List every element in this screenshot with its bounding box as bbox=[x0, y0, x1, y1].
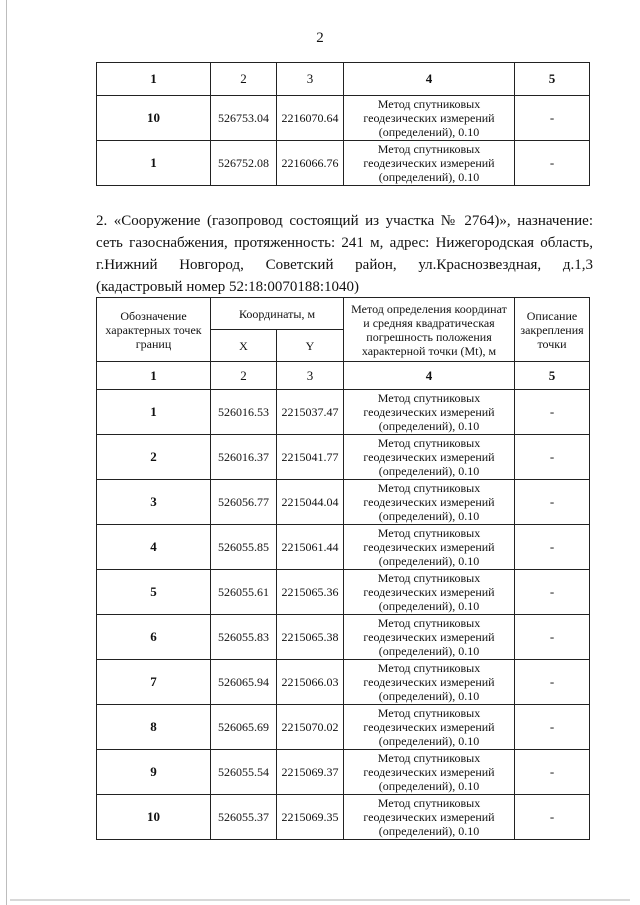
method-line: геодезических измерений bbox=[363, 585, 495, 599]
page-edge-rule bbox=[6, 0, 7, 905]
point-cell: 10 bbox=[97, 795, 211, 840]
method-line: геодезических измерений bbox=[363, 156, 495, 170]
description-cell: - bbox=[515, 615, 590, 660]
y-coordinate-cell: 2216066.76 bbox=[277, 141, 344, 186]
method-cell bbox=[344, 141, 515, 186]
method-line: (определений), 0.10 bbox=[378, 689, 480, 703]
column-index-row bbox=[97, 362, 590, 390]
header-method: Метод определения координат и средняя квадратическая погрешность положения характерной точки (Mt), м bbox=[344, 298, 515, 362]
column-index-cell: 1 bbox=[97, 362, 211, 390]
table-row bbox=[97, 795, 590, 840]
table-row bbox=[97, 435, 590, 480]
table1-body bbox=[97, 63, 590, 186]
method-line: геодезических измерений bbox=[363, 720, 495, 734]
method-line: Метод спутниковых bbox=[377, 436, 481, 450]
column-index-cell: 4 bbox=[344, 63, 515, 96]
description-cell: - bbox=[515, 96, 590, 141]
description-cell: - bbox=[515, 390, 590, 435]
method-cell bbox=[344, 390, 515, 435]
x-coordinate-cell: 526055.85 bbox=[211, 525, 277, 570]
method-line: (определений), 0.10 bbox=[378, 734, 480, 748]
method-line: (определений), 0.10 bbox=[378, 125, 480, 139]
point-cell: 6 bbox=[97, 615, 211, 660]
coordinates-table-continued bbox=[96, 62, 590, 186]
table-row bbox=[97, 480, 590, 525]
method-line: (определений), 0.10 bbox=[378, 464, 480, 478]
y-coordinate-cell: 2215044.04 bbox=[277, 480, 344, 525]
description-cell: - bbox=[515, 570, 590, 615]
x-coordinate-cell: 526056.77 bbox=[211, 480, 277, 525]
scan-bottom-line bbox=[10, 899, 630, 901]
x-coordinate-cell: 526016.37 bbox=[211, 435, 277, 480]
method-cell bbox=[344, 795, 515, 840]
method-cell bbox=[344, 435, 515, 480]
method-line: геодезических измерений bbox=[363, 405, 495, 419]
coordinates-table-gas-pipeline bbox=[96, 297, 590, 840]
method-line: (определений), 0.10 bbox=[378, 554, 480, 568]
header-point-designation: Обозначение характерных точек границ bbox=[97, 298, 211, 362]
description-cell: - bbox=[515, 435, 590, 480]
table-row bbox=[97, 615, 590, 660]
method-cell bbox=[344, 96, 515, 141]
header-y: Y bbox=[277, 330, 344, 362]
description-cell: - bbox=[515, 750, 590, 795]
x-coordinate-cell: 526752.08 bbox=[211, 141, 277, 186]
point-cell: 1 bbox=[97, 141, 211, 186]
method-line: Метод спутниковых bbox=[377, 526, 481, 540]
table-row bbox=[97, 96, 590, 141]
point-cell: 10 bbox=[97, 96, 211, 141]
description-cell: - bbox=[515, 795, 590, 840]
method-line: геодезических измерений bbox=[363, 540, 495, 554]
point-cell: 3 bbox=[97, 480, 211, 525]
x-coordinate-cell: 526055.54 bbox=[211, 750, 277, 795]
method-line: (определений), 0.10 bbox=[378, 644, 480, 658]
description-cell: - bbox=[515, 525, 590, 570]
method-line: Метод спутниковых bbox=[377, 481, 481, 495]
method-line: геодезических измерений bbox=[363, 450, 495, 464]
y-coordinate-cell: 2215061.44 bbox=[277, 525, 344, 570]
column-index-cell: 4 bbox=[344, 362, 515, 390]
table-row bbox=[97, 750, 590, 795]
method-line: Метод спутниковых bbox=[377, 142, 481, 156]
description-cell: - bbox=[515, 141, 590, 186]
column-index-cell: 3 bbox=[277, 63, 344, 96]
method-line: геодезических измерений bbox=[363, 111, 495, 125]
table-row bbox=[97, 570, 590, 615]
y-coordinate-cell: 2215066.03 bbox=[277, 660, 344, 705]
table-row bbox=[97, 141, 590, 186]
y-coordinate-cell: 2216070.64 bbox=[277, 96, 344, 141]
method-line: Метод спутниковых bbox=[377, 571, 481, 585]
point-cell: 5 bbox=[97, 570, 211, 615]
point-cell: 7 bbox=[97, 660, 211, 705]
point-cell: 1 bbox=[97, 390, 211, 435]
table-row bbox=[97, 525, 590, 570]
method-line: геодезических измерений bbox=[363, 765, 495, 779]
table-row bbox=[97, 660, 590, 705]
method-cell bbox=[344, 570, 515, 615]
method-line: геодезических измерений bbox=[363, 630, 495, 644]
point-cell: 8 bbox=[97, 705, 211, 750]
method-line: Метод спутниковых bbox=[377, 751, 481, 765]
y-coordinate-cell: 2215069.35 bbox=[277, 795, 344, 840]
method-line: (определений), 0.10 bbox=[378, 824, 480, 838]
header-x: X bbox=[211, 330, 277, 362]
method-cell bbox=[344, 750, 515, 795]
method-line: Метод спутниковых bbox=[377, 661, 481, 675]
method-line: (определений), 0.10 bbox=[378, 599, 480, 613]
method-cell bbox=[344, 705, 515, 750]
column-index-cell: 2 bbox=[211, 63, 277, 96]
x-coordinate-cell: 526055.83 bbox=[211, 615, 277, 660]
point-cell: 4 bbox=[97, 525, 211, 570]
method-cell bbox=[344, 525, 515, 570]
y-coordinate-cell: 2215069.37 bbox=[277, 750, 344, 795]
point-cell: 9 bbox=[97, 750, 211, 795]
description-cell: - bbox=[515, 705, 590, 750]
column-index-row bbox=[97, 63, 590, 96]
y-coordinate-cell: 2215041.77 bbox=[277, 435, 344, 480]
header-description: Описание закрепления точки bbox=[515, 298, 590, 362]
column-index-cell: 2 bbox=[211, 362, 277, 390]
method-cell bbox=[344, 615, 515, 660]
table2-header bbox=[97, 298, 590, 362]
y-coordinate-cell: 2215070.02 bbox=[277, 705, 344, 750]
x-coordinate-cell: 526016.53 bbox=[211, 390, 277, 435]
method-line: Метод спутниковых bbox=[377, 616, 481, 630]
method-line: (определений), 0.10 bbox=[378, 779, 480, 793]
table-row bbox=[97, 705, 590, 750]
method-line: Метод спутниковых bbox=[377, 97, 481, 111]
page-number: 2 bbox=[316, 30, 324, 46]
y-coordinate-cell: 2215065.36 bbox=[277, 570, 344, 615]
column-index-cell: 5 bbox=[515, 63, 590, 96]
object-description-paragraph: 2. «Сооружение (газопровод состоящий из участка № 2764)», назначение: сеть газоснабжения, протяженность: 241 м, адрес: Нижегородская область, г.Нижний Новгород, Советский район, ул.Краснозвездная, д.1,3 (кадастровый номер 52:18:0070188:1040) bbox=[96, 213, 593, 295]
table2-body bbox=[97, 362, 590, 840]
method-cell bbox=[344, 480, 515, 525]
method-cell bbox=[344, 660, 515, 705]
x-coordinate-cell: 526753.04 bbox=[211, 96, 277, 141]
method-line: (определений), 0.10 bbox=[378, 170, 480, 184]
y-coordinate-cell: 2215037.47 bbox=[277, 390, 344, 435]
column-index-cell: 5 bbox=[515, 362, 590, 390]
method-line: геодезических измерений bbox=[363, 675, 495, 689]
y-coordinate-cell: 2215065.38 bbox=[277, 615, 344, 660]
x-coordinate-cell: 526065.69 bbox=[211, 705, 277, 750]
method-line: геодезических измерений bbox=[363, 495, 495, 509]
column-index-cell: 1 bbox=[97, 63, 211, 96]
description-cell: - bbox=[515, 660, 590, 705]
header-coordinates: Координаты, м bbox=[211, 298, 344, 330]
method-line: (определений), 0.10 bbox=[378, 419, 480, 433]
method-line: геодезических измерений bbox=[363, 810, 495, 824]
method-line: (определений), 0.10 bbox=[378, 509, 480, 523]
table-row bbox=[97, 390, 590, 435]
method-line: Метод спутниковых bbox=[377, 706, 481, 720]
column-index-cell: 3 bbox=[277, 362, 344, 390]
description-cell: - bbox=[515, 480, 590, 525]
point-cell: 2 bbox=[97, 435, 211, 480]
x-coordinate-cell: 526055.61 bbox=[211, 570, 277, 615]
x-coordinate-cell: 526055.37 bbox=[211, 795, 277, 840]
method-line: Метод спутниковых bbox=[377, 391, 481, 405]
x-coordinate-cell: 526065.94 bbox=[211, 660, 277, 705]
method-line: Метод спутниковых bbox=[377, 796, 481, 810]
